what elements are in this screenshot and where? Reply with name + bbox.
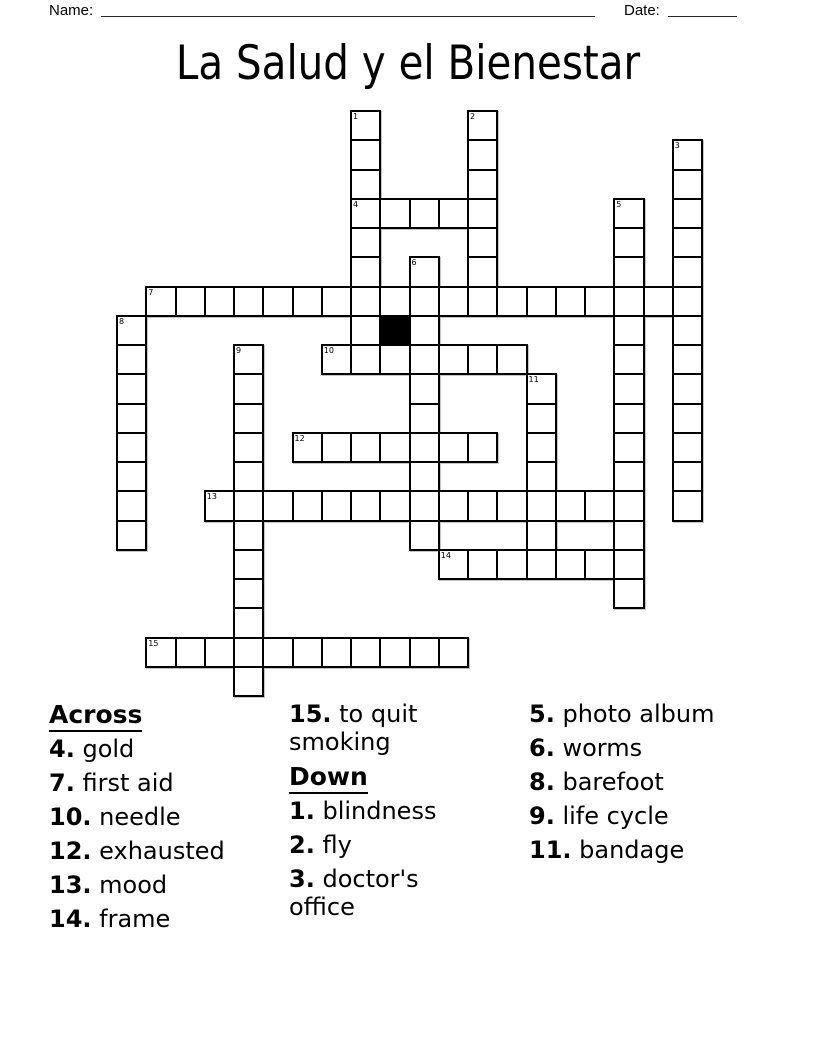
grid-cell[interactable] bbox=[526, 490, 557, 521]
grid-cell[interactable] bbox=[496, 549, 527, 580]
clue-number: 11. bbox=[529, 836, 572, 864]
grid-cell[interactable] bbox=[672, 256, 703, 287]
grid-cell[interactable] bbox=[672, 432, 703, 463]
grid-cell[interactable] bbox=[175, 637, 206, 668]
grid-cell[interactable] bbox=[409, 198, 440, 229]
grid-cell[interactable] bbox=[233, 549, 264, 580]
grid-cell[interactable] bbox=[409, 520, 440, 551]
grid-cell[interactable] bbox=[672, 490, 703, 521]
grid-cell[interactable] bbox=[116, 490, 147, 521]
grid-cell[interactable] bbox=[526, 461, 557, 492]
grid-cell[interactable] bbox=[379, 286, 410, 317]
grid-cell[interactable] bbox=[496, 490, 527, 521]
grid-cell[interactable] bbox=[350, 432, 381, 463]
grid-cell[interactable] bbox=[467, 490, 498, 521]
grid-cell[interactable] bbox=[145, 637, 176, 668]
clue-number: 4. bbox=[49, 735, 75, 763]
grid-cell[interactable] bbox=[672, 344, 703, 375]
clue-list-header: Down bbox=[289, 762, 453, 792]
cell-number: 5 bbox=[616, 199, 622, 209]
clue-item: 5. photo album bbox=[529, 700, 715, 728]
grid-cell[interactable] bbox=[467, 286, 498, 317]
grid-cell[interactable] bbox=[672, 373, 703, 404]
clue-number: 7. bbox=[49, 769, 75, 797]
grid-cell[interactable] bbox=[672, 198, 703, 229]
clue-number: 3. bbox=[289, 865, 315, 893]
grid-cell[interactable] bbox=[526, 373, 557, 404]
grid-cell[interactable] bbox=[233, 490, 264, 521]
grid-cell[interactable] bbox=[116, 373, 147, 404]
grid-cell[interactable] bbox=[672, 315, 703, 346]
clue-number: 6. bbox=[529, 734, 555, 762]
grid-cell[interactable] bbox=[409, 403, 440, 434]
cell-number: 15 bbox=[148, 638, 159, 648]
grid-cell[interactable] bbox=[613, 490, 644, 521]
grid-cell[interactable] bbox=[233, 403, 264, 434]
grid-cell[interactable] bbox=[262, 286, 293, 317]
grid-cell[interactable] bbox=[672, 403, 703, 434]
grid-cell[interactable] bbox=[438, 432, 469, 463]
clue-item: 4. gold bbox=[49, 735, 135, 763]
grid-cell[interactable] bbox=[379, 637, 410, 668]
grid-cell[interactable] bbox=[409, 637, 440, 668]
grid-cell[interactable] bbox=[350, 286, 381, 317]
grid-cell[interactable] bbox=[321, 344, 352, 375]
grid-cell[interactable] bbox=[233, 637, 264, 668]
clue-number: 9. bbox=[529, 802, 555, 830]
grid-cell[interactable] bbox=[496, 344, 527, 375]
clue-item: 2. fly bbox=[289, 831, 352, 859]
grid-cell[interactable] bbox=[233, 344, 264, 375]
grid-cell[interactable] bbox=[613, 403, 644, 434]
clue-number: 1. bbox=[289, 797, 315, 825]
grid-cell[interactable] bbox=[321, 286, 352, 317]
grid-cell[interactable] bbox=[233, 286, 264, 317]
grid-cell[interactable] bbox=[204, 637, 235, 668]
grid-cell[interactable] bbox=[116, 403, 147, 434]
clue-item: 6. worms bbox=[529, 734, 643, 762]
grid-cell[interactable] bbox=[672, 286, 703, 317]
grid-cell[interactable] bbox=[262, 637, 293, 668]
grid-cell[interactable] bbox=[438, 490, 469, 521]
grid-cell[interactable] bbox=[233, 373, 264, 404]
black-cell bbox=[379, 315, 410, 346]
grid-cell[interactable] bbox=[409, 461, 440, 492]
grid-cell[interactable] bbox=[204, 286, 235, 317]
date-input-line[interactable] bbox=[668, 1, 737, 17]
grid-cell[interactable] bbox=[496, 286, 527, 317]
crossword-grid bbox=[116, 110, 733, 727]
grid-cell[interactable] bbox=[467, 227, 498, 258]
grid-cell[interactable] bbox=[116, 315, 147, 346]
grid-cell[interactable] bbox=[613, 286, 644, 317]
grid-cell[interactable] bbox=[672, 461, 703, 492]
grid-cell[interactable] bbox=[350, 490, 381, 521]
cell-number: 14 bbox=[440, 550, 451, 560]
grid-cell[interactable] bbox=[175, 286, 206, 317]
grid-cell[interactable] bbox=[438, 286, 469, 317]
grid-cell[interactable] bbox=[555, 549, 586, 580]
grid-cell[interactable] bbox=[526, 286, 557, 317]
grid-cell[interactable] bbox=[467, 432, 498, 463]
grid-cell[interactable] bbox=[409, 344, 440, 375]
grid-cell[interactable] bbox=[350, 637, 381, 668]
grid-cell[interactable] bbox=[409, 286, 440, 317]
grid-cell[interactable] bbox=[350, 110, 381, 141]
grid-cell[interactable] bbox=[584, 549, 615, 580]
clue-item: 1. blindness bbox=[289, 797, 437, 825]
grid-cell[interactable] bbox=[409, 373, 440, 404]
grid-cell[interactable] bbox=[555, 286, 586, 317]
grid-cell[interactable] bbox=[438, 344, 469, 375]
cell-number: 12 bbox=[294, 433, 305, 443]
grid-cell[interactable] bbox=[350, 139, 381, 170]
grid-cell[interactable] bbox=[613, 432, 644, 463]
grid-cell[interactable] bbox=[467, 169, 498, 200]
grid-cell[interactable] bbox=[116, 432, 147, 463]
grid-cell[interactable] bbox=[672, 139, 703, 170]
cell-number: 11 bbox=[528, 375, 539, 385]
grid-cell[interactable] bbox=[409, 490, 440, 521]
clue-number: 8. bbox=[529, 768, 555, 796]
grid-cell[interactable] bbox=[467, 139, 498, 170]
grid-cell[interactable] bbox=[467, 344, 498, 375]
clue-number: 5. bbox=[529, 700, 555, 728]
grid-cell[interactable] bbox=[145, 286, 176, 317]
clue-number: 14. bbox=[49, 905, 92, 933]
grid-cell[interactable] bbox=[672, 169, 703, 200]
grid-cell[interactable] bbox=[438, 549, 469, 580]
clue-number: 10. bbox=[49, 803, 92, 831]
cell-number: 13 bbox=[206, 492, 217, 502]
clue-column-right bbox=[529, 700, 761, 870]
name-input-line[interactable] bbox=[101, 1, 595, 17]
clue-column-left bbox=[49, 700, 284, 939]
grid-cell[interactable] bbox=[379, 198, 410, 229]
grid-cell[interactable] bbox=[379, 432, 410, 463]
grid-cell[interactable] bbox=[379, 490, 410, 521]
grid-cell[interactable] bbox=[409, 432, 440, 463]
grid-cell[interactable] bbox=[672, 227, 703, 258]
clue-number: 12. bbox=[49, 837, 92, 865]
grid-cell[interactable] bbox=[116, 520, 147, 551]
grid-cell[interactable] bbox=[555, 490, 586, 521]
clue-item: 15. to quit smoking bbox=[289, 700, 418, 756]
cell-number: 3 bbox=[674, 141, 680, 151]
grid-cell[interactable] bbox=[526, 549, 557, 580]
clue-item: 3. doctor's office bbox=[289, 865, 419, 921]
grid-cell[interactable] bbox=[526, 403, 557, 434]
grid-cell[interactable] bbox=[643, 286, 674, 317]
clue-item: 13. mood bbox=[49, 871, 168, 899]
grid-cell[interactable] bbox=[613, 578, 644, 609]
grid-cell[interactable] bbox=[233, 578, 264, 609]
grid-cell[interactable] bbox=[350, 315, 381, 346]
clue-number: 15. bbox=[289, 700, 332, 728]
grid-cell[interactable] bbox=[613, 198, 644, 229]
clue-item: 14. frame bbox=[49, 905, 171, 933]
clue-item: 12. exhausted bbox=[49, 837, 225, 865]
grid-cell[interactable] bbox=[613, 461, 644, 492]
grid-cell[interactable] bbox=[467, 549, 498, 580]
grid-cell[interactable] bbox=[409, 315, 440, 346]
grid-cell[interactable] bbox=[292, 637, 323, 668]
clue-item: 8. barefoot bbox=[529, 768, 664, 796]
grid-cell[interactable] bbox=[350, 256, 381, 287]
clue-item: 7. first aid bbox=[49, 769, 174, 797]
grid-cell[interactable] bbox=[350, 344, 381, 375]
cell-number: 8 bbox=[119, 316, 125, 326]
grid-cell[interactable] bbox=[438, 637, 469, 668]
grid-cell[interactable] bbox=[321, 432, 352, 463]
grid-cell[interactable] bbox=[292, 490, 323, 521]
cell-number: 10 bbox=[323, 346, 334, 355]
cell-number: 2 bbox=[470, 112, 476, 121]
grid-cell[interactable] bbox=[438, 198, 469, 229]
cell-number: 6 bbox=[411, 258, 417, 268]
grid-cell[interactable] bbox=[409, 256, 440, 287]
grid-cell[interactable] bbox=[613, 549, 644, 580]
grid-cell[interactable] bbox=[613, 373, 644, 404]
cell-number: 4 bbox=[353, 199, 359, 209]
grid-cell[interactable] bbox=[350, 169, 381, 200]
grid-cell[interactable] bbox=[116, 461, 147, 492]
grid-cell[interactable] bbox=[233, 461, 264, 492]
clue-number: 13. bbox=[49, 871, 92, 899]
grid-cell[interactable] bbox=[613, 227, 644, 258]
grid-cell[interactable] bbox=[613, 256, 644, 287]
grid-cell[interactable] bbox=[292, 286, 323, 317]
grid-cell[interactable] bbox=[233, 666, 264, 697]
grid-cell[interactable] bbox=[350, 198, 381, 229]
grid-cell[interactable] bbox=[292, 432, 323, 463]
grid-cell[interactable] bbox=[613, 520, 644, 551]
grid-cell[interactable] bbox=[467, 256, 498, 287]
grid-cell[interactable] bbox=[321, 637, 352, 668]
grid-cell[interactable] bbox=[233, 607, 264, 638]
grid-cell[interactable] bbox=[321, 490, 352, 521]
grid-cell[interactable] bbox=[584, 490, 615, 521]
grid-cell[interactable] bbox=[262, 490, 293, 521]
cell-number: 9 bbox=[236, 346, 242, 355]
grid-cell[interactable] bbox=[204, 490, 235, 521]
grid-cell[interactable] bbox=[613, 344, 644, 375]
page-title: La Salud y el Bienestar bbox=[175, 36, 641, 91]
clue-item: 9. life cycle bbox=[529, 802, 669, 830]
grid-cell[interactable] bbox=[467, 198, 498, 229]
grid-cell[interactable] bbox=[526, 520, 557, 551]
name-label: Name: bbox=[49, 2, 94, 19]
clue-item: 10. needle bbox=[49, 803, 181, 831]
grid-cell[interactable] bbox=[613, 315, 644, 346]
clue-column-middle bbox=[289, 700, 453, 927]
cell-number: 1 bbox=[353, 112, 359, 121]
clue-item: 11. bandage bbox=[529, 836, 685, 864]
grid-cell[interactable] bbox=[116, 344, 147, 375]
grid-cell[interactable] bbox=[233, 520, 264, 551]
cell-number: 7 bbox=[148, 287, 154, 297]
clue-number: 2. bbox=[289, 831, 315, 859]
grid-cell[interactable] bbox=[233, 432, 264, 463]
date-label: Date: bbox=[624, 2, 660, 19]
grid-cell[interactable] bbox=[526, 432, 557, 463]
grid-cell[interactable] bbox=[350, 227, 381, 258]
grid-cell[interactable] bbox=[584, 286, 615, 317]
grid-cell[interactable] bbox=[379, 344, 410, 375]
clue-list-header: Across bbox=[49, 700, 284, 730]
grid-cell[interactable] bbox=[467, 110, 498, 141]
